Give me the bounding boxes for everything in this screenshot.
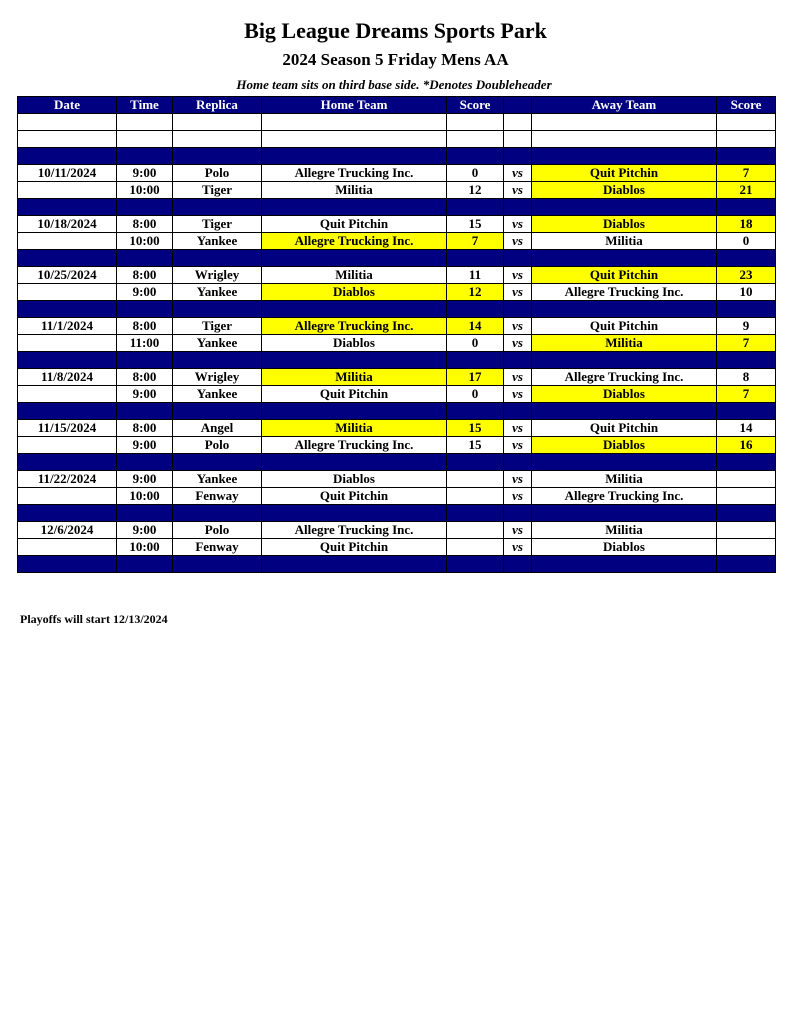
game-time: 9:00 — [117, 284, 173, 301]
away-score — [717, 522, 776, 539]
divider-cell — [262, 250, 447, 267]
vs-label: vs — [504, 471, 532, 488]
divider-cell — [262, 556, 447, 573]
game-row — [18, 335, 776, 352]
divider-cell — [18, 454, 117, 471]
divider-cell — [18, 352, 117, 369]
game-row — [18, 318, 776, 335]
divider-cell — [447, 352, 504, 369]
game-row — [18, 233, 776, 250]
divider-cell — [117, 454, 173, 471]
divider-cell — [504, 148, 532, 165]
away-score: 7 — [717, 386, 776, 403]
away-team: Militia — [532, 522, 717, 539]
divider-cell — [717, 250, 776, 267]
game-row — [18, 369, 776, 386]
game-replica: Yankee — [173, 284, 262, 301]
divider-cell — [717, 301, 776, 318]
divider-cell — [117, 199, 173, 216]
home-team: Militia — [262, 182, 447, 199]
divider-cell — [262, 454, 447, 471]
vs-label: vs — [504, 386, 532, 403]
vs-label: vs — [504, 488, 532, 505]
away-score: 10 — [717, 284, 776, 301]
game-date: 10/11/2024 — [18, 165, 117, 182]
game-row — [18, 165, 776, 182]
game-time: 8:00 — [117, 267, 173, 284]
away-team: Allegre Trucking Inc. — [532, 369, 717, 386]
home-score: 12 — [447, 182, 504, 199]
divider-cell — [504, 199, 532, 216]
divider-cell — [532, 301, 717, 318]
home-team: Diablos — [262, 335, 447, 352]
home-team: Allegre Trucking Inc. — [262, 318, 447, 335]
divider-cell — [173, 301, 262, 318]
game-row — [18, 471, 776, 488]
away-team: Quit Pitchin — [532, 318, 717, 335]
divider-cell — [532, 505, 717, 522]
game-time: 8:00 — [117, 318, 173, 335]
vs-label: vs — [504, 284, 532, 301]
divider-cell — [532, 352, 717, 369]
game-replica: Wrigley — [173, 369, 262, 386]
home-team: Diablos — [262, 284, 447, 301]
divider-cell — [717, 454, 776, 471]
game-row — [18, 216, 776, 233]
home-team: Diablos — [262, 471, 447, 488]
divider-row — [18, 403, 776, 420]
game-row — [18, 539, 776, 556]
divider-cell — [173, 505, 262, 522]
divider-row — [18, 199, 776, 216]
game-replica: Yankee — [173, 233, 262, 250]
away-score: 23 — [717, 267, 776, 284]
divider-cell — [717, 199, 776, 216]
away-score: 21 — [717, 182, 776, 199]
away-team: Quit Pitchin — [532, 267, 717, 284]
divider-cell — [504, 301, 532, 318]
home-team: Allegre Trucking Inc. — [262, 437, 447, 454]
home-score — [447, 522, 504, 539]
game-time: 8:00 — [117, 369, 173, 386]
home-team: Militia — [262, 369, 447, 386]
divider-cell — [173, 250, 262, 267]
home-score: 14 — [447, 318, 504, 335]
col-time: Time — [117, 97, 173, 114]
divider-cell — [173, 556, 262, 573]
vs-label: vs — [504, 318, 532, 335]
game-date — [18, 386, 117, 403]
home-score: 15 — [447, 420, 504, 437]
game-replica: Tiger — [173, 318, 262, 335]
divider-cell — [504, 250, 532, 267]
game-date: 10/18/2024 — [18, 216, 117, 233]
divider-cell — [447, 505, 504, 522]
home-score: 17 — [447, 369, 504, 386]
away-score — [717, 471, 776, 488]
game-time: 10:00 — [117, 233, 173, 250]
home-team: Quit Pitchin — [262, 386, 447, 403]
game-row — [18, 386, 776, 403]
divider-cell — [262, 199, 447, 216]
divider-cell — [532, 556, 717, 573]
home-score: 15 — [447, 437, 504, 454]
game-row — [18, 182, 776, 199]
away-team: Allegre Trucking Inc. — [532, 284, 717, 301]
divider-cell — [447, 148, 504, 165]
col-date: Date — [18, 97, 117, 114]
away-score: 0 — [717, 233, 776, 250]
divider-cell — [117, 403, 173, 420]
game-row — [18, 522, 776, 539]
game-replica: Yankee — [173, 471, 262, 488]
page-subtitle: 2024 Season 5 Friday Mens AA — [282, 50, 509, 69]
divider-cell — [262, 505, 447, 522]
away-team: Quit Pitchin — [532, 165, 717, 182]
home-team: Allegre Trucking Inc. — [262, 522, 447, 539]
game-row — [18, 437, 776, 454]
game-date — [18, 335, 117, 352]
divider-cell — [532, 403, 717, 420]
divider-row — [18, 556, 776, 573]
divider-cell — [447, 199, 504, 216]
game-replica: Polo — [173, 165, 262, 182]
away-score: 7 — [717, 165, 776, 182]
game-replica: Tiger — [173, 182, 262, 199]
schedule-note: Home team sits on third base side. *Denotes Doubleheader — [236, 77, 552, 92]
vs-label: vs — [504, 335, 532, 352]
game-date — [18, 437, 117, 454]
divider-cell — [173, 148, 262, 165]
divider-cell — [447, 403, 504, 420]
home-score: 0 — [447, 335, 504, 352]
game-date — [18, 182, 117, 199]
away-score: 8 — [717, 369, 776, 386]
game-date: 10/25/2024 — [18, 267, 117, 284]
divider-cell — [447, 454, 504, 471]
game-time: 9:00 — [117, 522, 173, 539]
divider-cell — [117, 148, 173, 165]
col-replica: Replica — [173, 97, 262, 114]
divider-cell — [262, 403, 447, 420]
game-date — [18, 488, 117, 505]
divider-cell — [18, 250, 117, 267]
divider-cell — [717, 148, 776, 165]
home-team: Allegre Trucking Inc. — [262, 165, 447, 182]
game-date: 12/6/2024 — [18, 522, 117, 539]
divider-cell — [262, 148, 447, 165]
schedule-body — [18, 114, 776, 573]
divider-cell — [504, 556, 532, 573]
divider-cell — [532, 199, 717, 216]
game-time: 9:00 — [117, 471, 173, 488]
home-score: 11 — [447, 267, 504, 284]
divider-row — [18, 352, 776, 369]
away-score: 7 — [717, 335, 776, 352]
divider-cell — [117, 556, 173, 573]
away-team: Militia — [532, 233, 717, 250]
home-team: Militia — [262, 420, 447, 437]
divider-cell — [117, 301, 173, 318]
game-date — [18, 539, 117, 556]
divider-cell — [117, 352, 173, 369]
divider-cell — [717, 556, 776, 573]
away-team: Quit Pitchin — [532, 420, 717, 437]
col-home-score: Score — [447, 97, 504, 114]
game-time: 9:00 — [117, 437, 173, 454]
away-team: Diablos — [532, 539, 717, 556]
away-team: Diablos — [532, 216, 717, 233]
game-date: 11/1/2024 — [18, 318, 117, 335]
game-replica: Polo — [173, 522, 262, 539]
header-row — [18, 97, 776, 114]
game-replica: Wrigley — [173, 267, 262, 284]
divider-cell — [18, 556, 117, 573]
home-score — [447, 539, 504, 556]
home-team: Quit Pitchin — [262, 216, 447, 233]
schedule-table — [17, 96, 776, 573]
divider-cell — [18, 301, 117, 318]
divider-cell — [173, 403, 262, 420]
page-title: Big League Dreams Sports Park — [244, 18, 547, 43]
game-date: 11/22/2024 — [18, 471, 117, 488]
divider-row — [18, 454, 776, 471]
home-score: 12 — [447, 284, 504, 301]
col-vs — [504, 97, 532, 114]
home-team: Allegre Trucking Inc. — [262, 233, 447, 250]
blank-row — [18, 114, 776, 131]
col-away-score: Score — [717, 97, 776, 114]
game-time: 10:00 — [117, 488, 173, 505]
vs-label: vs — [504, 522, 532, 539]
divider-cell — [717, 352, 776, 369]
game-time: 11:00 — [117, 335, 173, 352]
game-time: 8:00 — [117, 216, 173, 233]
game-row — [18, 284, 776, 301]
divider-cell — [532, 454, 717, 471]
game-replica: Angel — [173, 420, 262, 437]
divider-row — [18, 148, 776, 165]
playoffs-note: Playoffs will start 12/13/2024 — [20, 612, 168, 626]
game-row — [18, 420, 776, 437]
divider-cell — [18, 148, 117, 165]
divider-row — [18, 301, 776, 318]
game-time: 10:00 — [117, 539, 173, 556]
home-score: 0 — [447, 165, 504, 182]
vs-label: vs — [504, 539, 532, 556]
away-score: 14 — [717, 420, 776, 437]
divider-cell — [18, 505, 117, 522]
vs-label: vs — [504, 437, 532, 454]
away-team: Militia — [532, 335, 717, 352]
home-team: Militia — [262, 267, 447, 284]
vs-label: vs — [504, 267, 532, 284]
divider-cell — [18, 199, 117, 216]
divider-cell — [504, 403, 532, 420]
divider-row — [18, 250, 776, 267]
divider-cell — [447, 556, 504, 573]
divider-cell — [717, 505, 776, 522]
divider-row — [18, 505, 776, 522]
game-time: 9:00 — [117, 386, 173, 403]
game-date — [18, 233, 117, 250]
home-score — [447, 471, 504, 488]
col-away-team: Away Team — [532, 97, 717, 114]
away-team: Allegre Trucking Inc. — [532, 488, 717, 505]
divider-cell — [18, 403, 117, 420]
game-date: 11/8/2024 — [18, 369, 117, 386]
divider-cell — [504, 454, 532, 471]
blank-row — [18, 131, 776, 148]
divider-cell — [173, 199, 262, 216]
game-time: 8:00 — [117, 420, 173, 437]
game-date — [18, 284, 117, 301]
game-row — [18, 488, 776, 505]
home-score: 0 — [447, 386, 504, 403]
game-row — [18, 267, 776, 284]
divider-cell — [717, 403, 776, 420]
col-home-team: Home Team — [262, 97, 447, 114]
divider-cell — [504, 505, 532, 522]
divider-cell — [532, 148, 717, 165]
divider-cell — [117, 505, 173, 522]
away-team: Diablos — [532, 386, 717, 403]
vs-label: vs — [504, 216, 532, 233]
game-replica: Fenway — [173, 539, 262, 556]
away-score — [717, 539, 776, 556]
divider-cell — [262, 352, 447, 369]
home-team: Quit Pitchin — [262, 488, 447, 505]
game-replica: Yankee — [173, 335, 262, 352]
divider-cell — [532, 250, 717, 267]
divider-cell — [447, 301, 504, 318]
vs-label: vs — [504, 165, 532, 182]
home-team: Quit Pitchin — [262, 539, 447, 556]
vs-label: vs — [504, 420, 532, 437]
game-replica: Polo — [173, 437, 262, 454]
divider-cell — [262, 301, 447, 318]
away-team: Diablos — [532, 437, 717, 454]
away-score — [717, 488, 776, 505]
game-replica: Fenway — [173, 488, 262, 505]
away-team: Militia — [532, 471, 717, 488]
vs-label: vs — [504, 182, 532, 199]
away-team: Diablos — [532, 182, 717, 199]
away-score: 18 — [717, 216, 776, 233]
vs-label: vs — [504, 233, 532, 250]
home-score: 7 — [447, 233, 504, 250]
vs-label: vs — [504, 369, 532, 386]
game-replica: Tiger — [173, 216, 262, 233]
divider-cell — [447, 250, 504, 267]
divider-cell — [173, 454, 262, 471]
game-date: 11/15/2024 — [18, 420, 117, 437]
home-score — [447, 488, 504, 505]
game-replica: Yankee — [173, 386, 262, 403]
divider-cell — [117, 250, 173, 267]
away-score: 16 — [717, 437, 776, 454]
home-score: 15 — [447, 216, 504, 233]
divider-cell — [173, 352, 262, 369]
away-score: 9 — [717, 318, 776, 335]
divider-cell — [504, 352, 532, 369]
game-time: 9:00 — [117, 165, 173, 182]
game-time: 10:00 — [117, 182, 173, 199]
